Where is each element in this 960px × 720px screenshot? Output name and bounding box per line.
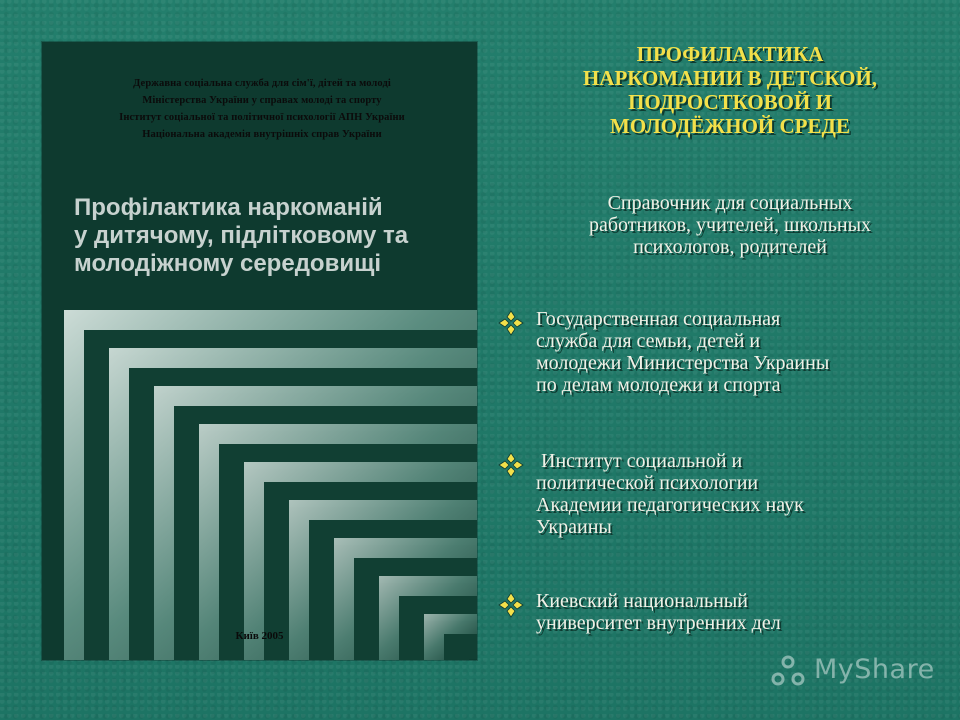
cover-header-line: Інститут соціальної та політичної психології АПН України	[119, 112, 405, 123]
subtitle-line: Справочник для социальных	[607, 192, 853, 214]
heading-line: ПОДРОСТКОВОЙ И	[628, 90, 832, 114]
heading-line: МОЛОДЁЖНОЙ СРЕДЕ	[610, 114, 850, 138]
bullet-line: молодежи Министерства Украины	[536, 352, 830, 374]
diamond-bullet-icon	[498, 310, 524, 336]
cover-header-line: Державна соціальна служба для сім'ї, дітей та молоді	[133, 78, 391, 89]
bullet-line: университет внутренних дел	[536, 612, 781, 634]
cover-title-line: Профілактика наркоманій	[74, 194, 383, 221]
cover-header-line: Національна академія внутрішніх справ України	[142, 129, 382, 140]
heading-line: ПРОФИЛАКТИКА	[636, 42, 824, 66]
myshare-logo-icon	[770, 654, 806, 688]
subtitle-line: психологов, родителей	[633, 236, 827, 258]
watermark-text: MyShare	[814, 654, 935, 685]
cover-title-line: у дитячому, підлітковому та	[74, 222, 409, 249]
slide-heading	[520, 42, 940, 138]
bullet-line: по делам молодежи и спорта	[536, 374, 781, 396]
cover-publisher-block	[82, 75, 442, 143]
bullet-line: Институт социальной и	[536, 450, 743, 472]
bullet-line: Академии педагогических наук	[536, 494, 804, 516]
myshare-watermark	[770, 652, 945, 692]
cover-title-line: молодіжному середовищі	[74, 250, 382, 277]
bullet-line: Государственная социальная	[536, 308, 781, 330]
bullet-line: политической психологии	[536, 472, 759, 494]
heading-line: НАРКОМАНИИ В ДЕТСКОЙ,	[582, 66, 878, 90]
bullet-line: служба для семьи, детей и	[536, 330, 761, 352]
book-cover	[42, 42, 477, 660]
bullet-line: Киевский национальный	[536, 590, 748, 612]
diamond-bullet-icon	[498, 592, 524, 618]
cover-footer: Київ 2005	[235, 630, 284, 642]
cover-header-line: Міністерства України у справах молоді та спорту	[142, 95, 382, 106]
bullet-line: Украины	[536, 516, 612, 538]
diamond-bullet-icon	[498, 452, 524, 478]
cover-title	[74, 194, 469, 278]
subtitle-line: работников, учителей, школьных	[588, 214, 872, 236]
slide-subtitle	[520, 192, 940, 258]
